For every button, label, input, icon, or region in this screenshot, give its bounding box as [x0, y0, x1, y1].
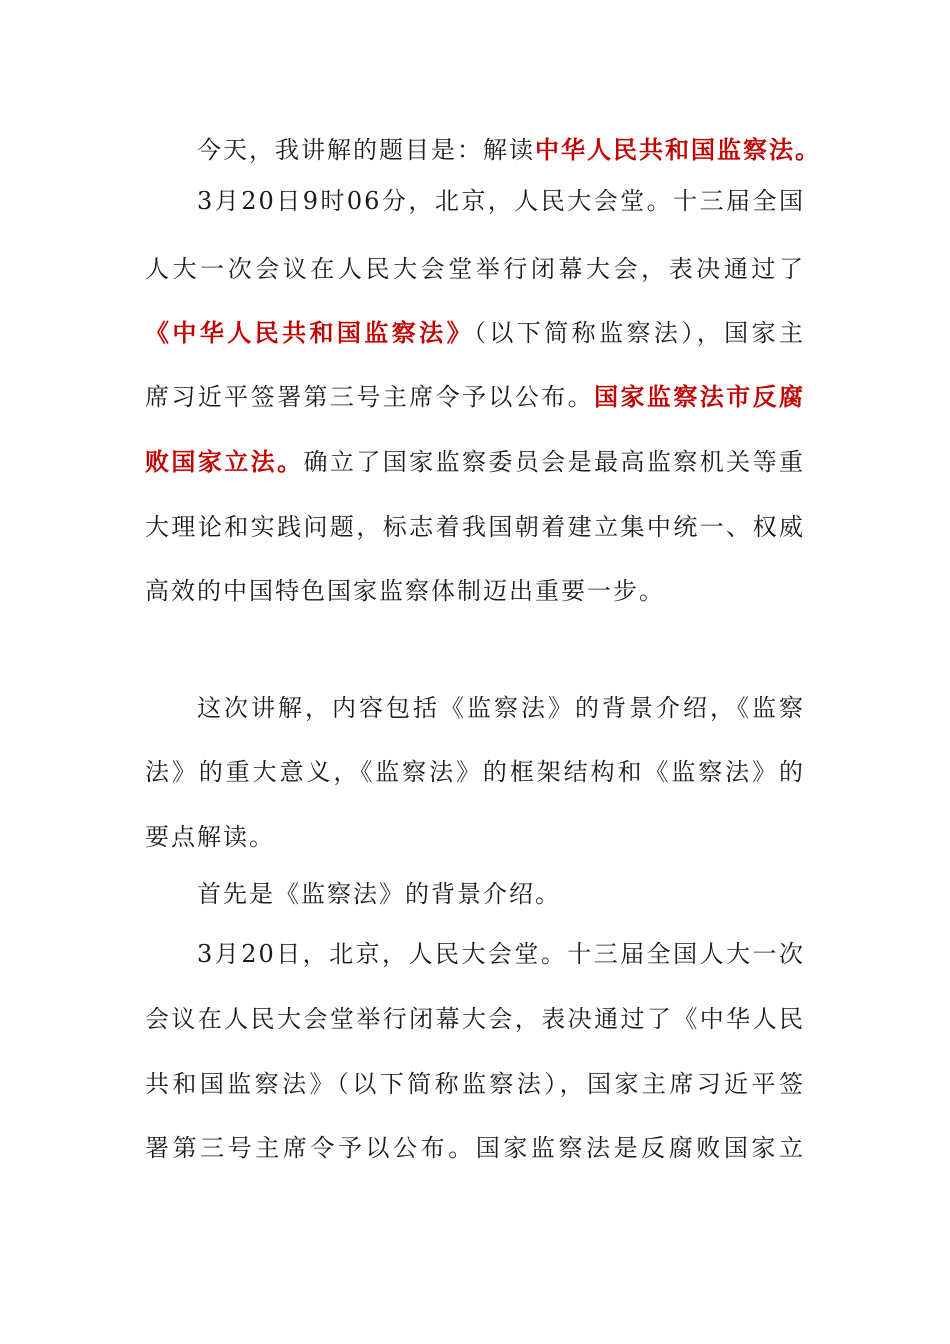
- paragraph-text: 席习近平签署第三号主席令予以公布。: [145, 383, 595, 411]
- paragraph-line: 3月20日，北京，人民大会堂。十三届全国人大一次: [197, 940, 805, 968]
- paragraph-line: 高效的中国特色国家监察体制迈出重要一步。: [145, 577, 665, 605]
- paragraph-line: 共和国监察法》（以下简称监察法），国家主席习近平签: [145, 1070, 805, 1098]
- paragraph-text: 确立了国家监察委员会是最高监察机关等重: [303, 448, 805, 476]
- paragraph-line: 署第三号主席令予以公布。国家监察法是反腐败国家立: [145, 1134, 805, 1162]
- paragraph-line: 大理论和实践问题，标志着我国朝着建立集中统一、权威: [145, 513, 805, 541]
- law-highlight: 败国家立法。: [145, 447, 304, 476]
- law-title-highlight: 《中华人民共和国监察法》: [145, 318, 474, 347]
- paragraph-line: 3月20日9时06分，北京，人民大会堂。十三届全国: [197, 187, 805, 215]
- paragraph-line: [145, 381, 805, 413]
- paragraph-line: 人大一次会议在人民大会堂举行闭幕大会，表决通过了: [145, 255, 805, 283]
- paragraph-line: 要点解读。: [145, 823, 275, 851]
- law-highlight: 国家监察法市反腐: [594, 382, 806, 411]
- intro-highlight: 中华人民共和国监察法。: [535, 135, 821, 164]
- paragraph-text: （以下简称监察法），国家主: [474, 319, 805, 347]
- intro-text: 今天，我讲解的题目是：解读: [197, 136, 535, 164]
- intro-line: [145, 134, 821, 166]
- paragraph-line: [145, 446, 805, 478]
- section-heading-line: 首先是《监察法》的背景介绍。: [197, 880, 561, 908]
- paragraph-line: 法》的重大意义，《监察法》的框架结构和《监察法》的: [145, 758, 805, 786]
- paragraph-line: [145, 317, 805, 349]
- paragraph-line: 这次讲解，内容包括《监察法》的背景介绍，《监察: [197, 694, 805, 722]
- paragraph-line: 会议在人民大会堂举行闭幕大会，表决通过了《中华人民: [145, 1005, 805, 1033]
